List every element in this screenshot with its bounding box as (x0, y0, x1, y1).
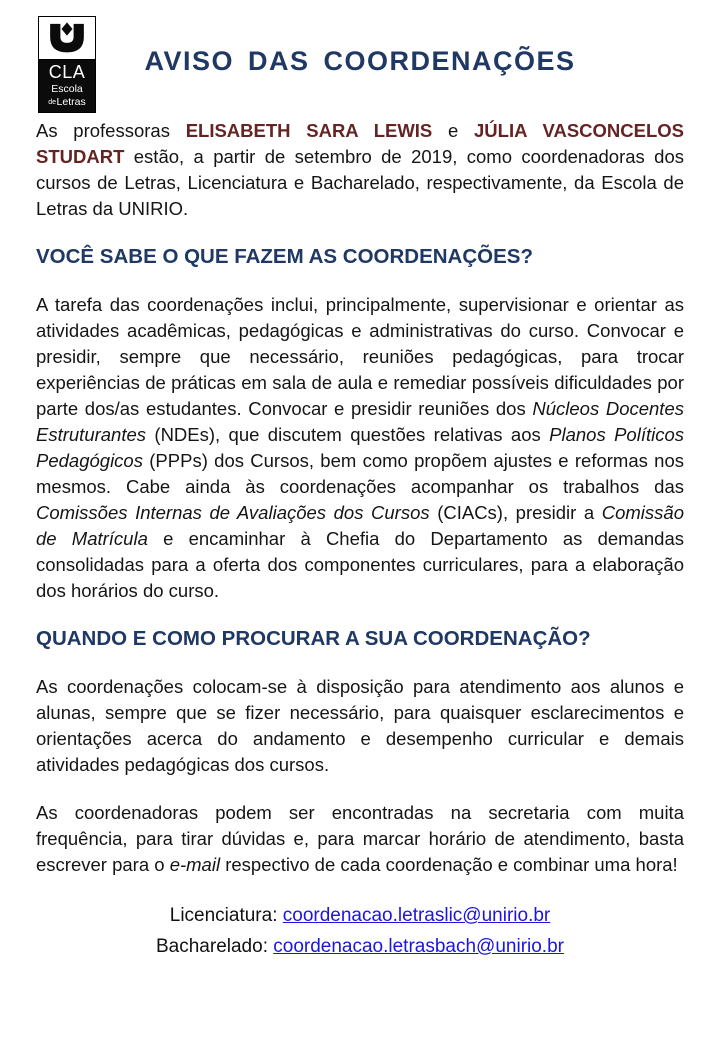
text-run-strong: ELISABETH SARA LEWIS (185, 120, 433, 141)
text-run-italic: Planos Políticos Pedagógicos (36, 424, 684, 471)
logo-school-line2-prefix: de (48, 98, 57, 106)
text-run-normal: e (432, 120, 475, 141)
text-run-strong: JÚLIA VASCONCELOS STUDART (36, 120, 684, 167)
unirio-mark-icon (39, 17, 95, 60)
section-heading: QUANDO E COMO PROCURAR A SUA COORDENAÇÃO? (36, 627, 591, 650)
contact-line-bacharelado (36, 931, 684, 962)
text-run-normal: (NDEs), que discutem questões relativas aos (146, 424, 550, 445)
logo-school-line2 (39, 97, 95, 108)
text-run-normal: (CIACs), presidir a (429, 502, 602, 523)
contact-line-licenciatura (36, 900, 684, 931)
logo-acronym: CLA (48, 62, 86, 82)
bacharelado-label: Bacharelado: (156, 936, 268, 957)
text-run-normal: respectivo de cada coordenação e combinar uma hora! (220, 854, 678, 875)
contact-footer (36, 900, 684, 962)
text-run-italic: e-mail (169, 854, 221, 875)
paragraph (36, 800, 684, 878)
document-body (36, 118, 684, 878)
licenciatura-email-link[interactable]: coordenacao.letraslic@unirio.br (282, 905, 551, 926)
text-run-normal: (PPPs) dos Cursos, bem como propõem ajustes e reformas nos mesmos. Cabe ainda às coordenações acompanhar os trabalhos das (36, 450, 684, 497)
text-run-normal: e encaminhar à Chefia do Departamento as demandas consolidadas para a oferta dos componentes curriculares, para a elaboração dos horários do curso. (36, 528, 684, 601)
text-run-normal: As professoras (36, 120, 186, 141)
text-run-normal: As coordenações colocam-se à disposição para atendimento aos alunos e alunas, sempre que se fizer necessário, para quaisquer esclarecimentos e orientações acerca do andamento e desempenho curricular e demais atividades pedagógicas dos cursos. (36, 676, 684, 775)
paragraph (36, 118, 684, 222)
page-title: AVISO DAS COORDENAÇÕES (144, 46, 576, 76)
text-run-normal: A tarefa das coordenações inclui, principalmente, supervisionar e orientar as atividades acadêmicas, pedagógicas e administrativas do curso. Convocar e presidir, sempre que necessário, reuniões pedagógicas, para trocar experiências de práticas em sala de aula e remediar possíveis dificuldades por parte dos/as estudantes. Convocar e presidir reuniões dos (36, 294, 684, 419)
bacharelado-email-link[interactable]: coordenacao.letrasbach@unirio.br (273, 936, 564, 957)
text-run-normal: As coordenadoras podem ser encontradas na secretaria com muita frequência, para tirar dúvidas e, para marcar horário de atendimento, basta escrever para o (36, 802, 684, 875)
text-run-italic: Comissões Internas de Avaliações dos Cursos (36, 502, 430, 523)
text-run-normal: estão, a partir de setembro de 2019, como coordenadoras dos cursos de Letras, Licenciatura e Bacharelado, respectivamente, da Escola de Letras da UNIRIO. (36, 146, 684, 219)
licenciatura-label: Licenciatura: (169, 905, 278, 926)
section-heading: VOCÊ SABE O QUE FAZEM AS COORDENAÇÕES? (36, 245, 533, 268)
paragraph (36, 674, 684, 778)
text-run-italic: Comissão de Matrícula (36, 502, 684, 549)
text-run-italic: Núcleos Docentes Estruturantes (36, 398, 684, 445)
cla-escola-de-letras-logo (38, 16, 96, 113)
logo-text-block (39, 60, 95, 112)
paragraph (36, 292, 684, 604)
logo-school-line2-word: Letras (56, 95, 86, 108)
logo-school-line1: Escola (51, 83, 83, 95)
document-header (36, 0, 684, 118)
